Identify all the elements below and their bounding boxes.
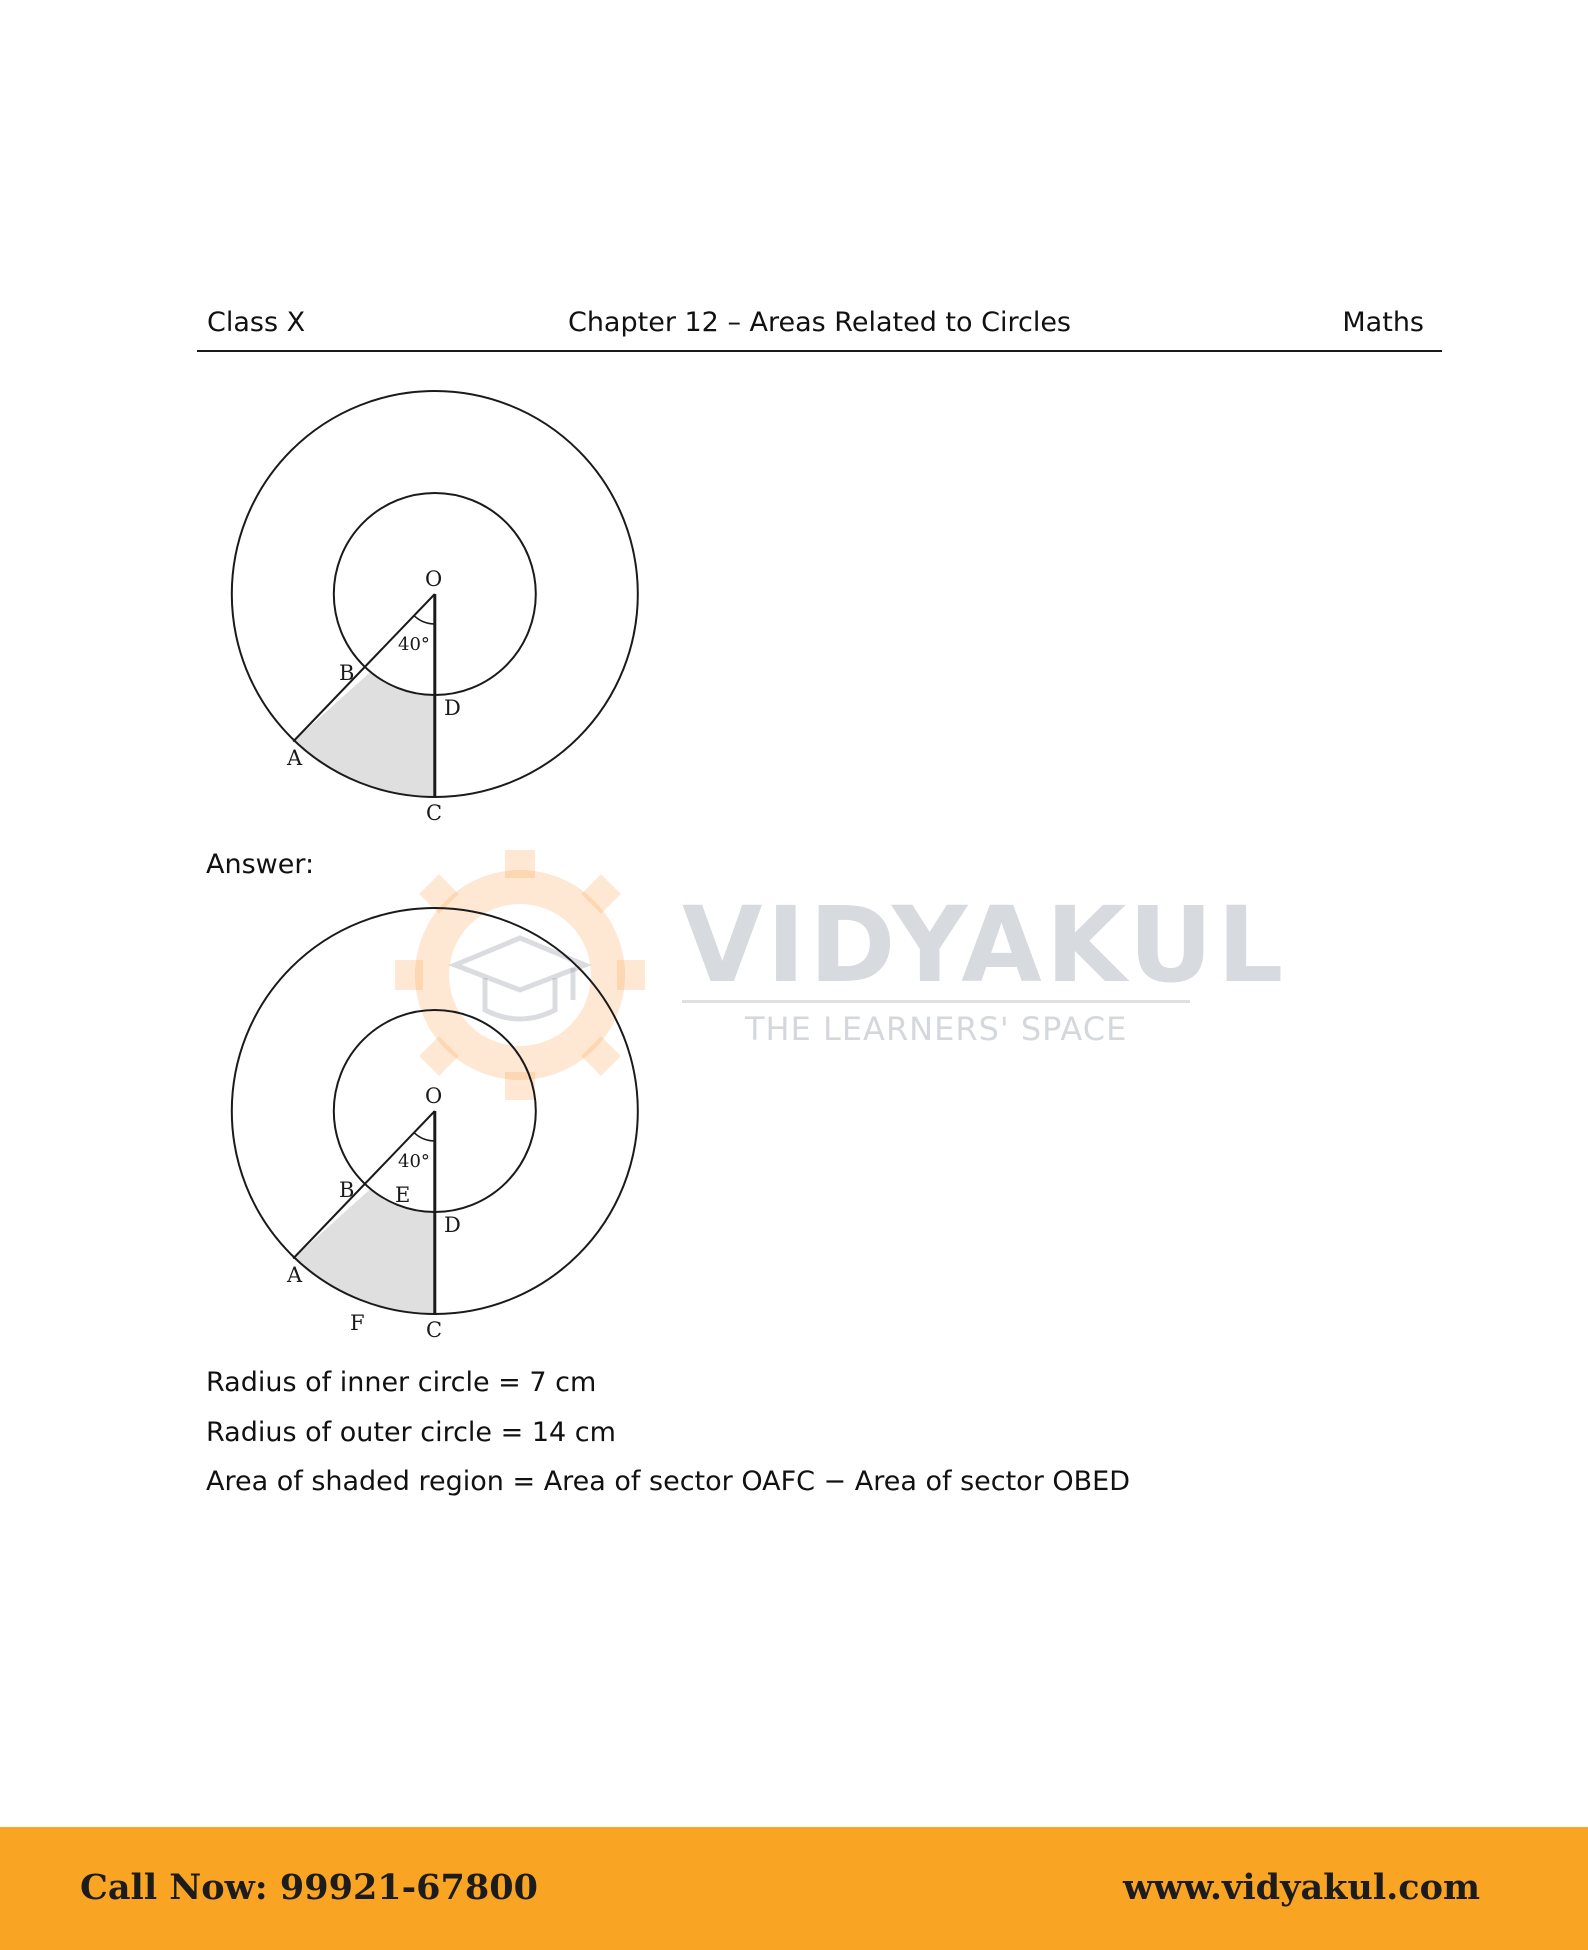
angle-arc <box>414 616 435 624</box>
class-label: Class X <box>207 307 306 338</box>
call-now-text: Call Now: 99921-67800 <box>80 1867 538 1908</box>
footer-bar <box>0 1827 1588 1950</box>
website-link[interactable]: www.vidyakul.com <box>1122 1867 1480 1908</box>
answer-label: Answer: <box>206 849 315 880</box>
angle-label: 40° <box>398 634 430 655</box>
label-f: F <box>350 1311 365 1335</box>
page-header <box>197 300 1442 352</box>
shaded-area-line: Area of shaded region = Area of sector OAFC − Area of sector OBED <box>206 1466 1131 1497</box>
watermark-brand: VIDYAKUL <box>682 884 1288 1006</box>
label-a: A <box>287 1263 303 1287</box>
chapter-title: Chapter 12 – Areas Related to Circles <box>567 307 1072 338</box>
outer-radius-line: Radius of outer circle = 14 cm <box>206 1417 616 1448</box>
label-c: C <box>426 801 443 825</box>
shaded-region <box>293 672 435 797</box>
watermark-tagline: THE LEARNERS' SPACE <box>745 1010 1128 1048</box>
label-c: C <box>426 1318 443 1342</box>
angle-arc <box>414 1133 435 1141</box>
inner-radius-line: Radius of inner circle = 7 cm <box>206 1367 597 1398</box>
label-o: O <box>425 1084 443 1108</box>
label-d: D <box>444 1213 461 1237</box>
answer-figure <box>215 897 655 1357</box>
watermark-divider <box>682 1000 1190 1003</box>
label-b: B <box>339 1178 355 1202</box>
question-figure <box>215 380 655 840</box>
question-figure-svg <box>215 380 655 840</box>
label-e: E <box>395 1183 411 1207</box>
label-o: O <box>425 567 443 591</box>
label-a: A <box>287 746 303 770</box>
label-d: D <box>444 696 461 720</box>
shaded-region <box>293 1189 435 1314</box>
answer-figure-svg <box>215 897 655 1357</box>
label-b: B <box>339 661 355 685</box>
angle-label: 40° <box>398 1151 430 1172</box>
subject-label: Maths <box>1342 307 1424 338</box>
